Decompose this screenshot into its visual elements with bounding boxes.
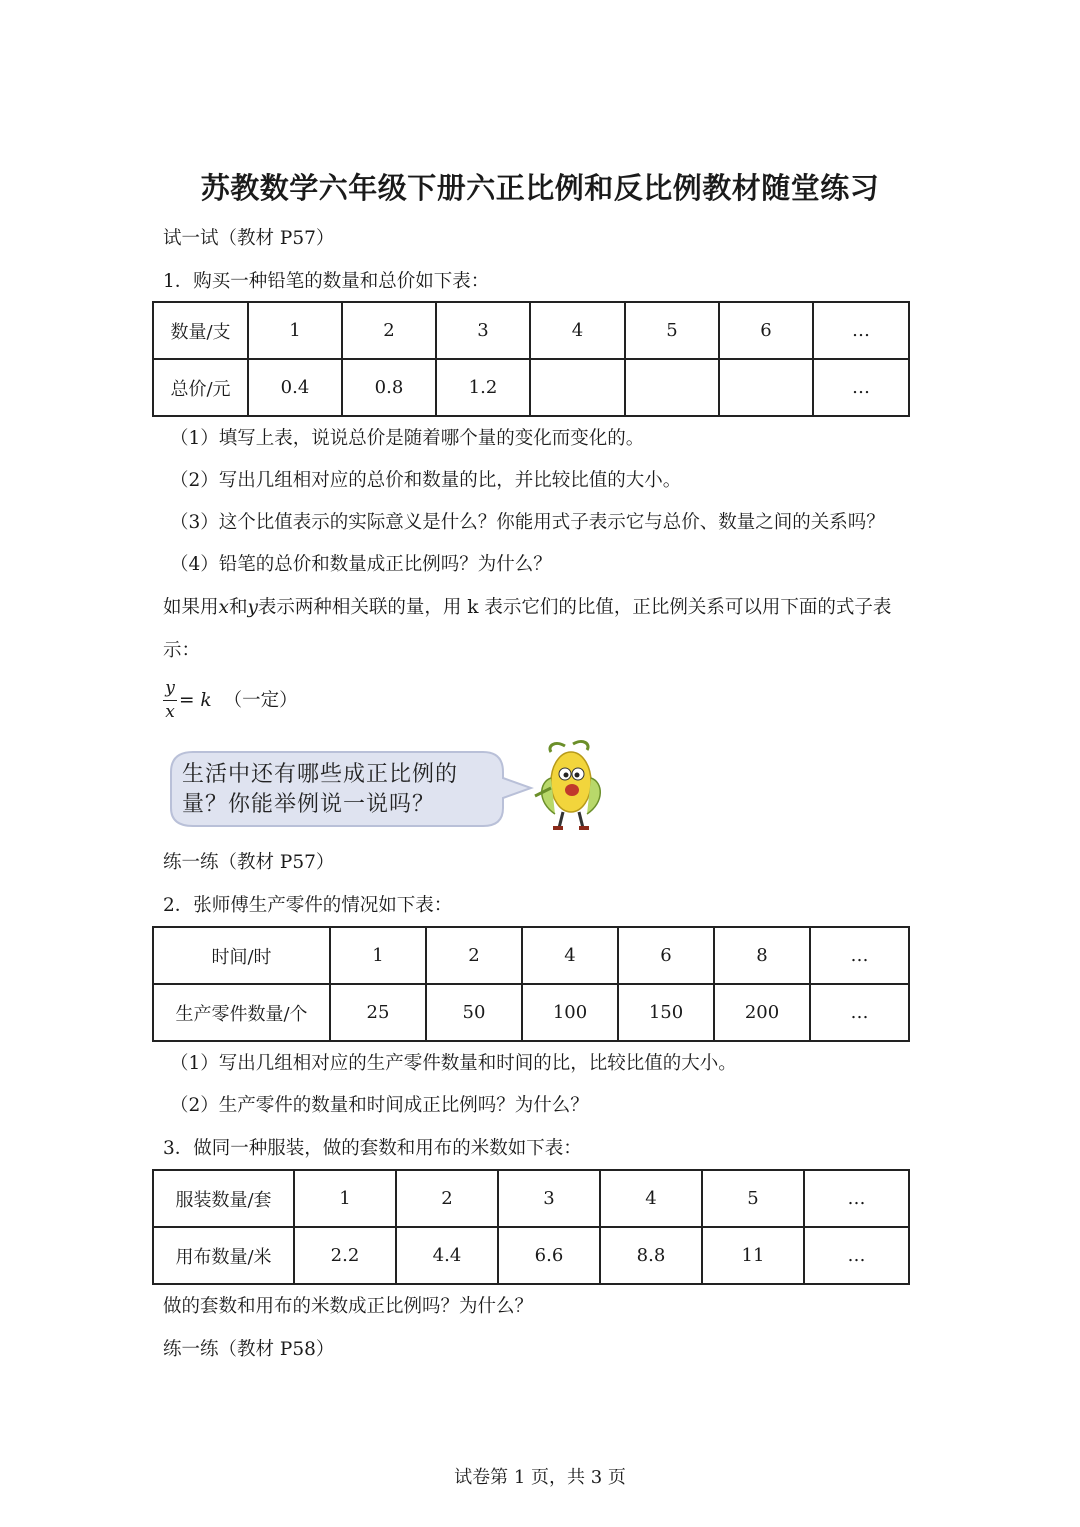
table-cell: 2 [426, 927, 522, 984]
table-cell: … [813, 302, 909, 359]
row-header: 服装数量/套 [153, 1170, 294, 1227]
table-cell: 6 [719, 302, 813, 359]
table-row [153, 1170, 909, 1227]
table-cell: … [804, 1170, 909, 1227]
table-row [153, 302, 909, 359]
table-cell: 11 [702, 1227, 804, 1284]
table-cell: 0.4 [248, 359, 342, 416]
table-cell: … [804, 1227, 909, 1284]
table-cell: 2 [342, 302, 436, 359]
question-1-part-3: （3）这个比值表示的实际意义是什么？你能用式子表示它与总价、数量之间的关系吗？ [170, 512, 885, 533]
fabric-usage-table [152, 1169, 910, 1285]
page-footer: 试卷第 1 页，共 3 页 [454, 1467, 626, 1488]
table-cell: 5 [625, 302, 719, 359]
bubble-line-2: 量？你能举例说一说吗？ [182, 792, 436, 817]
question-2-stem: 2．张师傅生产零件的情况如下表： [163, 895, 453, 916]
row-header: 数量/支 [153, 302, 248, 359]
table-cell: 2.2 [294, 1227, 396, 1284]
table-cell: 0.8 [342, 359, 436, 416]
table-cell: … [813, 359, 909, 416]
row-header: 生产零件数量/个 [153, 984, 330, 1041]
blank-cell[interactable] [530, 359, 625, 416]
row-header: 总价/元 [153, 359, 248, 416]
question-1-part-1: （1）填写上表，说说总价是随着哪个量的变化而变化的。 [170, 428, 645, 449]
blank-cell[interactable] [719, 359, 813, 416]
table-cell: 8.8 [600, 1227, 702, 1284]
table-cell: 100 [522, 984, 618, 1041]
table-cell: 1 [294, 1170, 396, 1227]
table-cell: 4 [600, 1170, 702, 1227]
table-cell: 2 [396, 1170, 498, 1227]
fraction-denominator: x [165, 702, 175, 722]
table-cell: 1 [248, 302, 342, 359]
table-row [153, 984, 909, 1041]
constant-note: （一定） [223, 689, 298, 711]
proportion-formula [163, 680, 298, 721]
variable-y: y [247, 597, 258, 618]
question-3-stem: 3．做同一种服装，做的套数和用布的米数如下表： [163, 1138, 582, 1159]
table-cell: 3 [498, 1170, 600, 1227]
row-header: 时间/时 [153, 927, 330, 984]
question-1-part-2: （2）写出几组相对应的总价和数量的比，并比较比值的大小。 [170, 470, 682, 491]
table-cell: 25 [330, 984, 426, 1041]
variable-x: x [218, 597, 229, 618]
table-cell: … [810, 984, 909, 1041]
definition-text: 如果用x和y表示两种相关联的量，用 k 表示它们的比值，正比例关系可以用下面的式子表 [163, 597, 892, 618]
table-cell: 50 [426, 984, 522, 1041]
fraction [163, 680, 177, 721]
table-cell: 3 [436, 302, 530, 359]
fraction-bar [163, 700, 177, 701]
table-cell: 6 [618, 927, 714, 984]
table-cell: 200 [714, 984, 810, 1041]
table-row [153, 359, 909, 416]
table-cell: 4 [530, 302, 625, 359]
question-2-part-1: （1）写出几组相对应的生产零件数量和时间的比，比较比值的大小。 [170, 1053, 737, 1074]
definition-text-cont: 示： [163, 640, 201, 661]
pencil-price-table [152, 301, 910, 417]
section-heading-practice: 练一练（教材 P57） [163, 852, 335, 873]
table-row [153, 1227, 909, 1284]
table-row [153, 927, 909, 984]
corn-mascot-icon [525, 738, 610, 833]
section-heading-try: 试一试（教材 P57） [163, 228, 335, 249]
fraction-numerator: y [165, 678, 175, 698]
table-cell: 1 [330, 927, 426, 984]
table-cell: 4 [522, 927, 618, 984]
blank-cell[interactable] [625, 359, 719, 416]
bubble-line-1: 生活中还有哪些成正比例的 [182, 762, 459, 787]
question-1-stem: 1．购买一种铅笔的数量和总价如下表： [163, 271, 490, 292]
table-cell: 5 [702, 1170, 804, 1227]
table-cell: 4.4 [396, 1227, 498, 1284]
page-title: 苏教数学六年级下册六正比例和反比例教材随堂练习 [200, 171, 880, 205]
question-2-part-2: （2）生产零件的数量和时间成正比例吗？为什么？ [170, 1095, 589, 1116]
equals-k: = k [179, 689, 212, 711]
parts-production-table [152, 926, 910, 1042]
question-3-question: 做的套数和用布的米数成正比例吗？为什么？ [163, 1296, 534, 1317]
table-cell: … [810, 927, 909, 984]
table-cell: 6.6 [498, 1227, 600, 1284]
row-header: 用布数量/米 [153, 1227, 294, 1284]
table-cell: 1.2 [436, 359, 530, 416]
section-heading-practice-2: 练一练（教材 P58） [163, 1339, 335, 1360]
table-cell: 8 [714, 927, 810, 984]
table-cell: 150 [618, 984, 714, 1041]
question-1-part-4: （4）铅笔的总价和数量成正比例吗？为什么？ [170, 554, 552, 575]
